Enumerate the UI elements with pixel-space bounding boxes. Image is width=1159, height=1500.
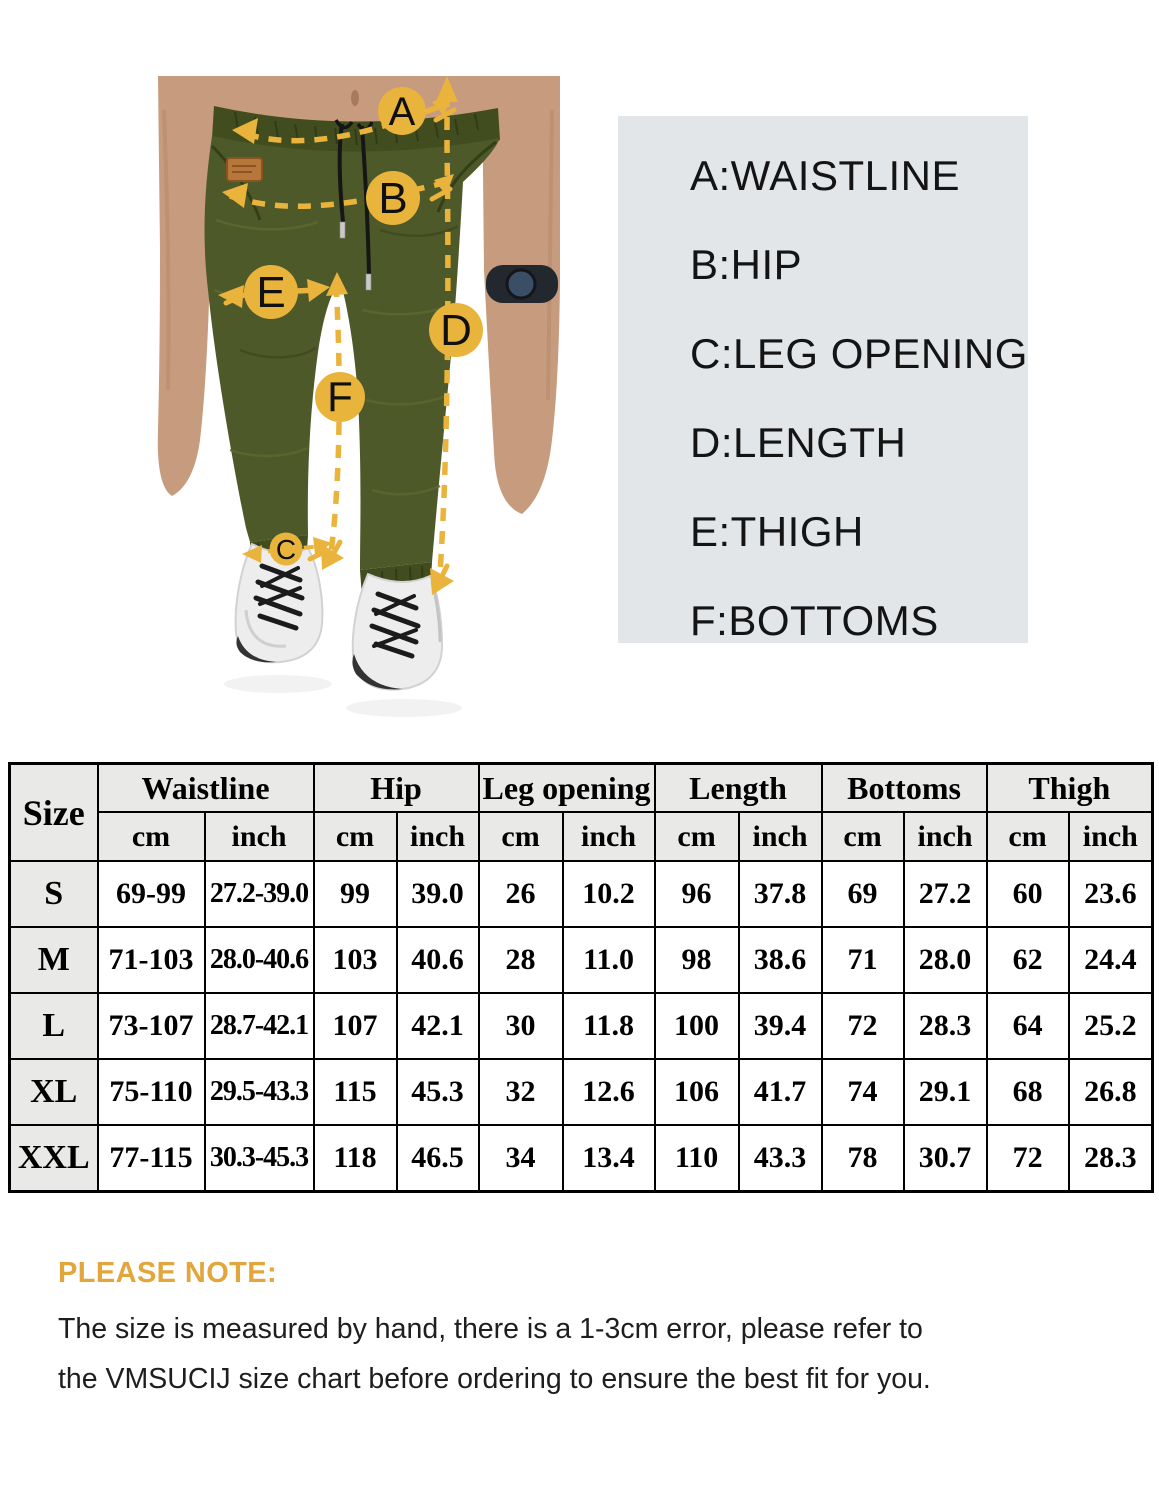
marker-e-label: E [256, 268, 286, 317]
cell: 29.5-43.3 [205, 1059, 314, 1125]
cell: 99 [314, 861, 397, 927]
cell: 100 [655, 993, 739, 1059]
cell: 28.0-40.6 [205, 927, 314, 993]
header-bottoms: Bottoms [822, 764, 987, 813]
cell: 74 [822, 1059, 904, 1125]
cell: 30.3-45.3 [205, 1125, 314, 1192]
table-row-l [10, 993, 1153, 1059]
cell: 40.6 [397, 927, 479, 993]
cell: 28.3 [904, 993, 987, 1059]
unit-inch: inch [205, 812, 314, 861]
cell: 62 [987, 927, 1069, 993]
cell: 78 [822, 1125, 904, 1192]
legend-item-waistline: A:WAISTLINE [690, 152, 960, 199]
cell: 45.3 [397, 1059, 479, 1125]
header-hip: Hip [314, 764, 479, 813]
header-leg-opening: Leg opening [479, 764, 655, 813]
cell: 12.6 [563, 1059, 655, 1125]
cell: 71-103 [98, 927, 205, 993]
unit-cm: cm [822, 812, 904, 861]
cell: 107 [314, 993, 397, 1059]
legend-item-leg-opening: C:LEG OPENING [690, 330, 1028, 377]
marker-c-label: C [275, 534, 297, 565]
size-chart-table [8, 762, 1154, 1193]
cell: 71 [822, 927, 904, 993]
row-label: XL [10, 1059, 98, 1125]
cell: 72 [987, 1125, 1069, 1192]
cell: 42.1 [397, 993, 479, 1059]
cell: 28.0 [904, 927, 987, 993]
note-section [58, 1256, 1118, 1404]
table-header-groups [10, 764, 1153, 813]
cell: 26.8 [1069, 1059, 1153, 1125]
header-length: Length [655, 764, 822, 813]
cell: 32 [479, 1059, 563, 1125]
note-line-2: the VMSUCIJ size chart before ordering to ensure the best fit for you. [58, 1363, 931, 1395]
cell: 39.4 [739, 993, 822, 1059]
cell: 96 [655, 861, 739, 927]
legend-item-thigh: E:THIGH [690, 508, 864, 555]
cell: 29.1 [904, 1059, 987, 1125]
header-thigh: Thigh [987, 764, 1153, 813]
note-line-1: The size is measured by hand, there is a 1-3cm error, please refer to [58, 1313, 923, 1345]
brand-patch [227, 158, 262, 181]
cell: 72 [822, 993, 904, 1059]
cell: 11.8 [563, 993, 655, 1059]
unit-cm: cm [98, 812, 205, 861]
cell: 25.2 [1069, 993, 1153, 1059]
table-row-m [10, 927, 1153, 993]
cell: 10.2 [563, 861, 655, 927]
cell: 30 [479, 993, 563, 1059]
cell: 73-107 [98, 993, 205, 1059]
table-header-units [10, 812, 1153, 861]
cell: 46.5 [397, 1125, 479, 1192]
unit-cm: cm [314, 812, 397, 861]
unit-inch: inch [397, 812, 479, 861]
marker-a-label: A [388, 90, 416, 134]
table-row-xl [10, 1059, 1153, 1125]
cell: 30.7 [904, 1125, 987, 1192]
cell: 39.0 [397, 861, 479, 927]
cell: 77-115 [98, 1125, 205, 1192]
table-row-xxl [10, 1125, 1153, 1192]
marker-f-label: F [327, 373, 353, 420]
cell: 28 [479, 927, 563, 993]
cell: 75-110 [98, 1059, 205, 1125]
cell: 11.0 [563, 927, 655, 993]
cell: 110 [655, 1125, 739, 1192]
cell: 115 [314, 1059, 397, 1125]
cell: 38.6 [739, 927, 822, 993]
cell: 13.4 [563, 1125, 655, 1192]
row-label: XXL [10, 1125, 98, 1192]
unit-inch: inch [563, 812, 655, 861]
row-label: M [10, 927, 98, 993]
pants-measurement-illustration [150, 50, 570, 720]
note-title: PLEASE NOTE: [58, 1257, 278, 1289]
row-label: S [10, 861, 98, 927]
cell: 106 [655, 1059, 739, 1125]
wrist-watch [486, 265, 558, 303]
measurement-legend [618, 116, 1028, 643]
cell: 26 [479, 861, 563, 927]
header-waistline: Waistline [98, 764, 314, 813]
cell: 64 [987, 993, 1069, 1059]
legend-item-bottoms: F:BOTTOMS [690, 597, 939, 644]
cell: 27.2 [904, 861, 987, 927]
cell: 68 [987, 1059, 1069, 1125]
cell: 118 [314, 1125, 397, 1192]
cell: 37.8 [739, 861, 822, 927]
marker-d-label: D [440, 306, 472, 355]
unit-inch: inch [1069, 812, 1153, 861]
cell: 27.2-39.0 [205, 861, 314, 927]
cell: 69 [822, 861, 904, 927]
cell: 28.7-42.1 [205, 993, 314, 1059]
cell: 23.6 [1069, 861, 1153, 927]
unit-inch: inch [739, 812, 822, 861]
note-body [58, 1304, 1118, 1404]
cell: 34 [479, 1125, 563, 1192]
unit-inch: inch [904, 812, 987, 861]
cell: 43.3 [739, 1125, 822, 1192]
cell: 103 [314, 927, 397, 993]
legend-item-hip: B:HIP [690, 241, 803, 288]
product-photo [150, 50, 570, 720]
cell: 98 [655, 927, 739, 993]
unit-cm: cm [987, 812, 1069, 861]
marker-b-label: B [378, 174, 408, 223]
cell: 60 [987, 861, 1069, 927]
cell: 41.7 [739, 1059, 822, 1125]
legend-item-length: D:LENGTH [690, 419, 907, 466]
cell: 24.4 [1069, 927, 1153, 993]
unit-cm: cm [479, 812, 563, 861]
table-row-s [10, 861, 1153, 927]
row-label: L [10, 993, 98, 1059]
unit-cm: cm [655, 812, 739, 861]
header-size: Size [10, 764, 98, 862]
cell: 69-99 [98, 861, 205, 927]
cell: 28.3 [1069, 1125, 1153, 1192]
